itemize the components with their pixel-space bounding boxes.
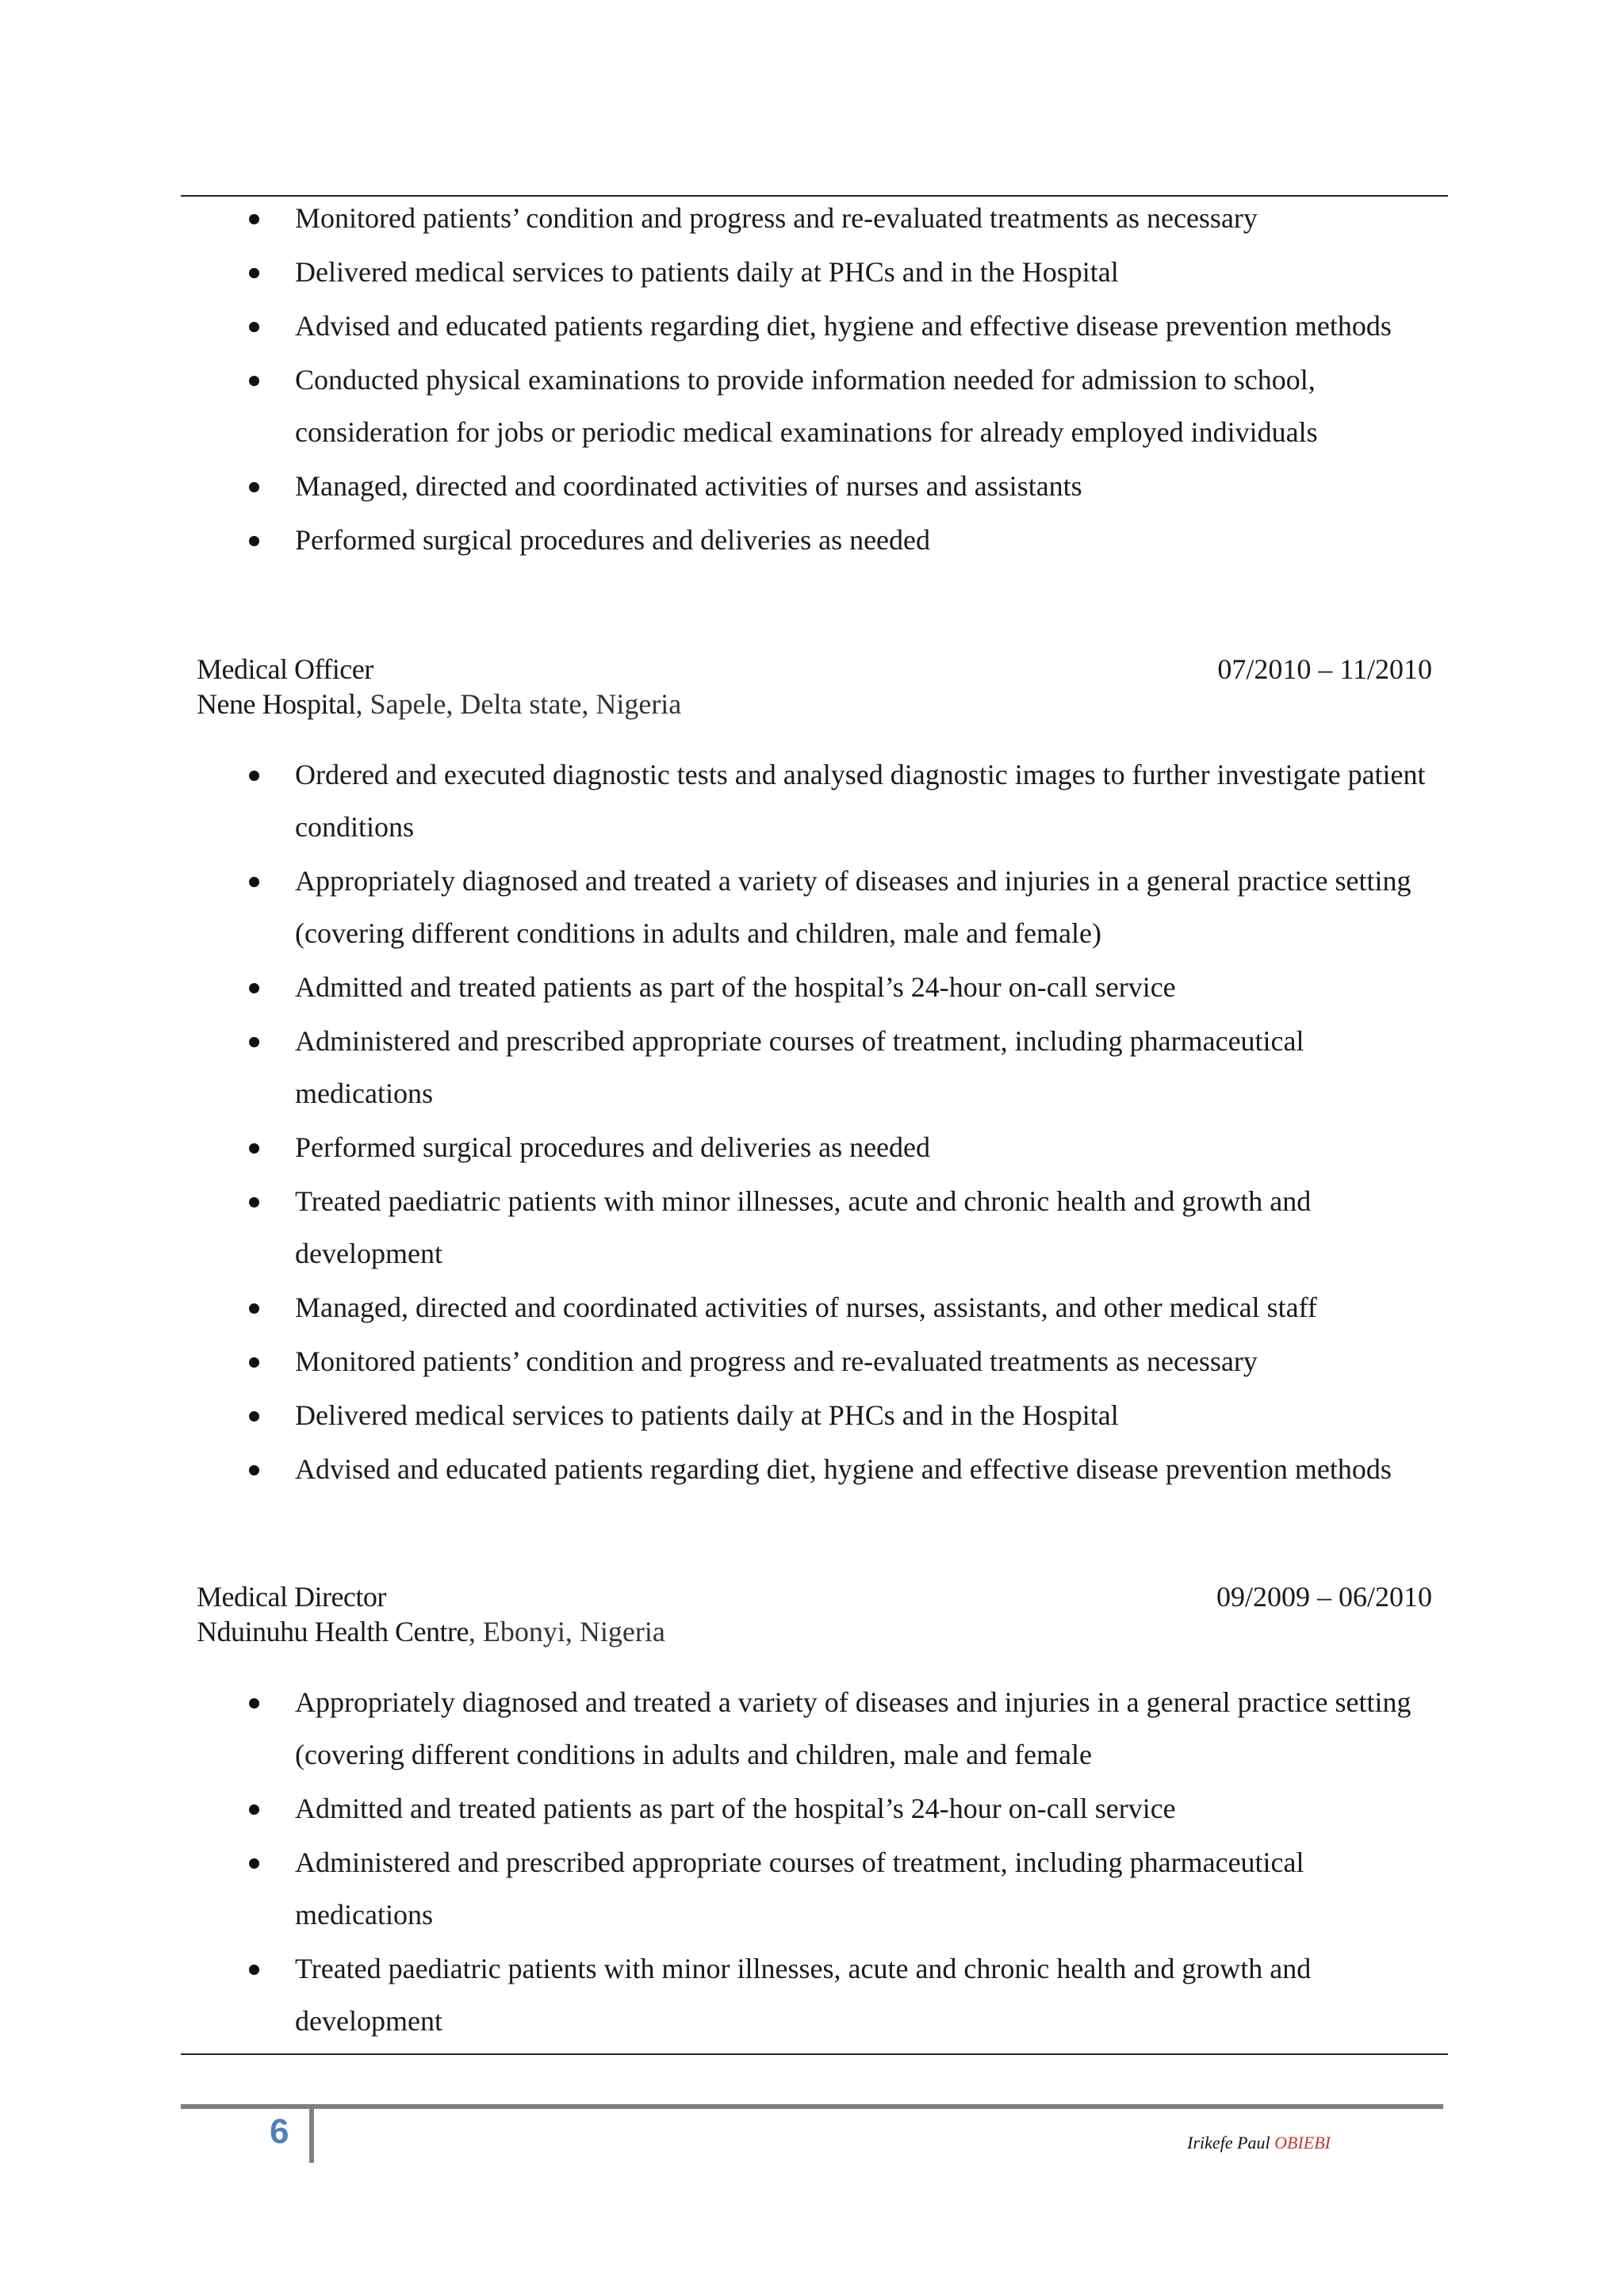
- list-item: [238, 1175, 1443, 1280]
- bullet-icon: [249, 1411, 259, 1422]
- bullet-icon: [249, 1143, 259, 1154]
- job-dates: 09/2009 – 06/2010: [1216, 1581, 1432, 1613]
- list-item-text: Treated paediatric patients with minor illnesses, acute and chronic health and growth and development: [295, 1185, 1312, 1269]
- list-item: [238, 1782, 1443, 1835]
- responsibilities-list-medical-officer: [238, 748, 1443, 1497]
- list-item: [238, 1389, 1443, 1441]
- list-item: [238, 1015, 1443, 1119]
- list-item: [238, 300, 1443, 352]
- job-header-medical-director: [197, 1579, 1432, 1649]
- list-item: [238, 354, 1443, 458]
- list-item: [238, 460, 1443, 512]
- list-item: [238, 855, 1443, 959]
- list-item: [238, 514, 1443, 566]
- list-item-text: Appropriately diagnosed and treated a variety of diseases and injuries in a general practice setting (covering different conditions in adults and children, male and female: [295, 1686, 1411, 1770]
- bullet-icon: [249, 482, 259, 492]
- job-location: , Ebonyi, Nigeria: [468, 1616, 665, 1647]
- list-item-text: Administered and prescribed appropriate courses of treatment, including pharmaceutical medications: [295, 1025, 1304, 1109]
- bottom-divider: [181, 2053, 1448, 2055]
- list-item: [238, 1121, 1443, 1173]
- list-item-text: Delivered medical services to patients daily at PHCs and in the Hospital: [295, 256, 1119, 288]
- job-title: Medical Officer: [197, 653, 373, 685]
- list-item: [238, 1443, 1443, 1495]
- footer-author: [1187, 2133, 1331, 2153]
- bullet-icon: [249, 1037, 259, 1047]
- list-item-text: Conducted physical examinations to provide information needed for admission to school, consideration for jobs or periodic medical examinations for already employed individuals: [295, 364, 1318, 448]
- list-item: [238, 192, 1443, 244]
- footer-rule: [181, 2104, 1443, 2109]
- list-item-text: Ordered and executed diagnostic tests and analysed diagnostic images to further investigate patient conditions: [295, 759, 1426, 843]
- list-item-text: Managed, directed and coordinated activities of nurses, assistants, and other medical staff: [295, 1292, 1317, 1323]
- bullet-icon: [249, 877, 259, 887]
- job-dates: 07/2010 – 11/2010: [1217, 653, 1432, 685]
- list-item-text: Managed, directed and coordinated activities of nurses and assistants: [295, 470, 1082, 502]
- bullet-icon: [249, 1197, 259, 1207]
- list-item-text: Advised and educated patients regarding diet, hygiene and effective disease prevention methods: [295, 1453, 1392, 1485]
- bullet-icon: [249, 1965, 259, 1975]
- bullet-icon: [249, 1465, 259, 1475]
- bullet-icon: [249, 376, 259, 386]
- list-item-text: Performed surgical procedures and deliveries as needed: [295, 524, 931, 556]
- bullet-icon: [249, 1858, 259, 1869]
- list-item-text: Treated paediatric patients with minor illnesses, acute and chronic health and growth and development: [295, 1953, 1312, 2037]
- responsibilities-list-medical-director: [238, 1676, 1443, 2049]
- list-item: [238, 1836, 1443, 1941]
- bullet-icon: [249, 1804, 259, 1815]
- footer-separator: [309, 2107, 314, 2163]
- list-item-text: Admitted and treated patients as part of the hospital’s 24-hour on-call service: [295, 1793, 1176, 1824]
- list-item: [238, 1335, 1443, 1387]
- list-item: [238, 246, 1443, 298]
- list-item-text: Admitted and treated patients as part of the hospital’s 24-hour on-call service: [295, 971, 1176, 1003]
- bullet-icon: [249, 983, 259, 993]
- page-number: 6: [270, 2112, 289, 2151]
- job-organization: Nene Hospital: [197, 688, 356, 720]
- list-item-text: Monitored patients’ condition and progress and re-evaluated treatments as necessary: [295, 202, 1258, 234]
- job-header-medical-officer: [197, 652, 1432, 721]
- list-item-text: Advised and educated patients regarding diet, hygiene and effective disease prevention methods: [295, 310, 1392, 342]
- list-item: [238, 1676, 1443, 1781]
- bullet-icon: [249, 536, 259, 546]
- job-organization: Nduinuhu Health Centre: [197, 1616, 469, 1647]
- author-given-name: Irikefe Paul: [1187, 2133, 1275, 2152]
- bullet-icon: [249, 1303, 259, 1314]
- bullet-icon: [249, 322, 259, 332]
- list-item-text: Performed surgical procedures and deliveries as needed: [295, 1131, 931, 1163]
- list-item: [238, 748, 1443, 853]
- list-item-text: Delivered medical services to patients daily at PHCs and in the Hospital: [295, 1399, 1119, 1431]
- bullet-icon: [249, 268, 259, 278]
- bullet-icon: [249, 1698, 259, 1709]
- list-item: [238, 961, 1443, 1013]
- author-surname: OBIEBI: [1274, 2133, 1331, 2152]
- list-item-text: Monitored patients’ condition and progress and re-evaluated treatments as necessary: [295, 1345, 1258, 1377]
- list-item: [238, 1281, 1443, 1334]
- bullet-icon: [249, 214, 259, 224]
- bullet-icon: [249, 1357, 259, 1368]
- list-item-text: Administered and prescribed appropriate courses of treatment, including pharmaceutical medications: [295, 1846, 1304, 1931]
- job-location: , Sapele, Delta state, Nigeria: [355, 688, 682, 720]
- responsibilities-list-previous: [238, 192, 1443, 568]
- list-item: [238, 1942, 1443, 2047]
- list-item-text: Appropriately diagnosed and treated a variety of diseases and injuries in a general practice setting (covering different conditions in adults and children, male and female): [295, 865, 1411, 949]
- job-title: Medical Director: [197, 1581, 386, 1613]
- bullet-icon: [249, 771, 259, 781]
